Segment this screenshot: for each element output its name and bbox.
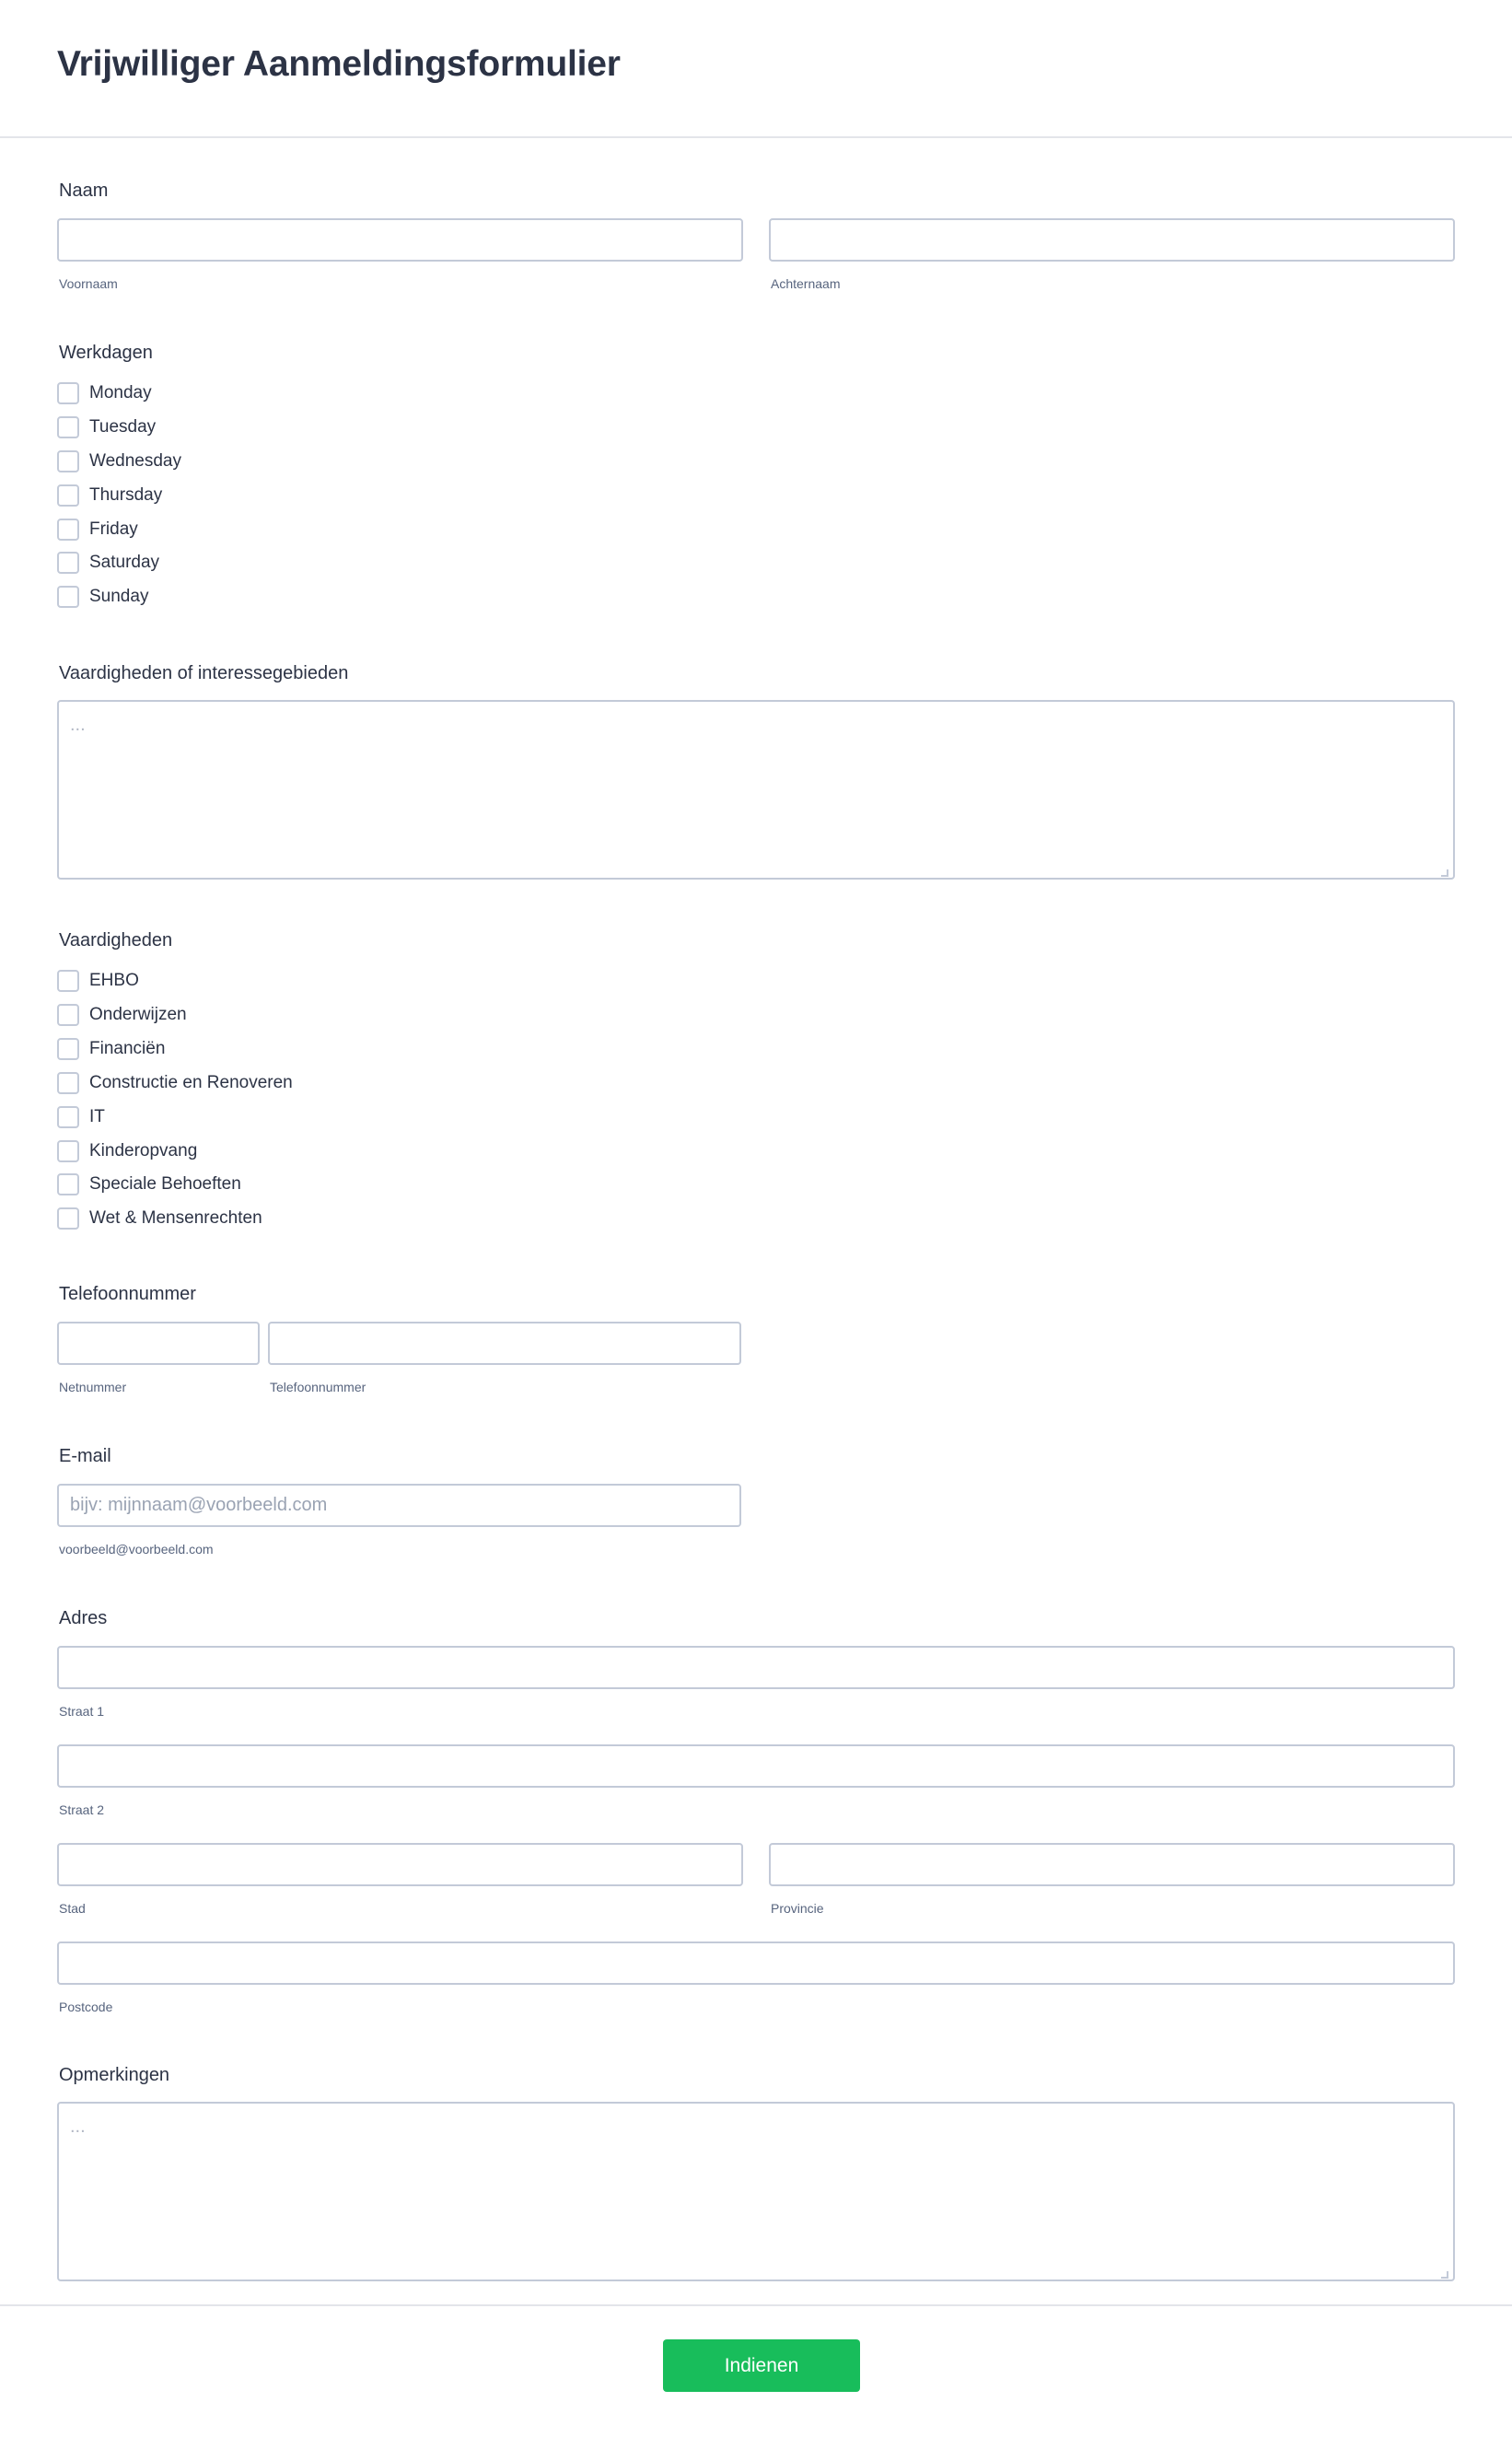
checkbox-label: Thursday [89,485,163,505]
checkbox-label: Financiën [89,1039,166,1058]
checkbox[interactable] [57,1207,79,1230]
checkbox-label: Kinderopvang [89,1141,198,1160]
checkbox[interactable] [57,519,79,541]
workday-option-saturday[interactable] [57,551,159,575]
phone-number-input[interactable] [268,1322,741,1365]
skill-option-ehbo[interactable] [57,969,139,993]
form-content [0,138,1512,2304]
skill-option-constructie[interactable] [57,1071,293,1095]
workday-option-wednesday[interactable] [57,449,181,473]
checkbox[interactable] [57,586,79,608]
interests-textarea[interactable] [57,700,1455,880]
street1-sublabel: Straat 1 [59,1704,105,1719]
checkbox[interactable] [57,484,79,507]
checkbox-label: Monday [89,383,152,402]
workday-option-friday[interactable] [57,518,138,542]
checkbox[interactable] [57,1004,79,1026]
checkbox[interactable] [57,1140,79,1162]
postcode-sublabel: Postcode [59,2000,113,2014]
skill-option-kinderopvang[interactable] [57,1139,197,1163]
first-name-sublabel: Voornaam [59,276,118,291]
checkbox[interactable] [57,1038,79,1060]
remarks-label: Opmerkingen [59,2065,170,2085]
workday-option-monday[interactable] [57,381,152,405]
email-input[interactable] [57,1484,741,1527]
checkbox-label: Constructie en Renoveren [89,1073,293,1092]
street2-sublabel: Straat 2 [59,1802,105,1817]
address-label: Adres [59,1608,108,1628]
checkbox-label: EHBO [89,971,139,990]
checkbox[interactable] [57,416,79,438]
form-footer [0,2304,1512,2437]
checkbox[interactable] [57,970,79,992]
checkbox-label: IT [89,1107,105,1126]
area-code-sublabel: Netnummer [59,1380,127,1394]
checkbox[interactable] [57,552,79,574]
province-sublabel: Provincie [771,1901,824,1916]
last-name-input[interactable] [769,218,1455,262]
phone-number-sublabel: Telefoonnummer [270,1380,366,1394]
checkbox-label: Speciale Behoeften [89,1174,241,1194]
remarks-textarea[interactable] [57,2102,1455,2281]
street2-input[interactable] [57,1744,1455,1788]
page-title: Vrijwilliger Aanmeldingsformulier [57,44,621,84]
email-sublabel: voorbeeld@voorbeeld.com [59,1542,214,1557]
checkbox-label: Saturday [89,553,160,572]
workday-option-tuesday[interactable] [57,415,156,439]
checkbox-label: Tuesday [89,417,157,437]
checkbox[interactable] [57,382,79,404]
submit-button[interactable]: Indienen [663,2339,860,2392]
skill-option-onderwijzen[interactable] [57,1003,187,1027]
first-name-input[interactable] [57,218,743,262]
checkbox[interactable] [57,1106,79,1128]
area-code-input[interactable] [57,1322,260,1365]
checkbox-label: Friday [89,519,138,539]
checkbox[interactable] [57,1072,79,1094]
interests-label: Vaardigheden of interessegebieden [59,663,349,683]
skill-option-wet-mensenrechten[interactable] [57,1207,262,1230]
name-label: Naam [59,181,109,201]
email-label: E-mail [59,1446,111,1466]
phone-label: Telefoonnummer [59,1284,196,1304]
skill-option-it[interactable] [57,1105,105,1129]
last-name-sublabel: Achternaam [771,276,841,291]
skill-option-speciale-behoeften[interactable] [57,1172,241,1196]
form-header [0,0,1512,138]
checkbox-label: Sunday [89,587,149,606]
workday-option-thursday[interactable] [57,484,162,507]
skills-label: Vaardigheden [59,930,173,950]
city-sublabel: Stad [59,1901,86,1916]
checkbox-label: Wet & Mensenrechten [89,1208,262,1228]
postcode-input[interactable] [57,1941,1455,1985]
checkbox[interactable] [57,450,79,472]
checkbox[interactable] [57,1173,79,1195]
city-input[interactable] [57,1843,743,1886]
workdays-label: Werkdagen [59,343,153,363]
province-input[interactable] [769,1843,1455,1886]
checkbox-label: Wednesday [89,451,181,471]
workday-option-sunday[interactable] [57,585,148,609]
street1-input[interactable] [57,1646,1455,1689]
skill-option-financien[interactable] [57,1037,165,1061]
checkbox-label: Onderwijzen [89,1005,187,1024]
